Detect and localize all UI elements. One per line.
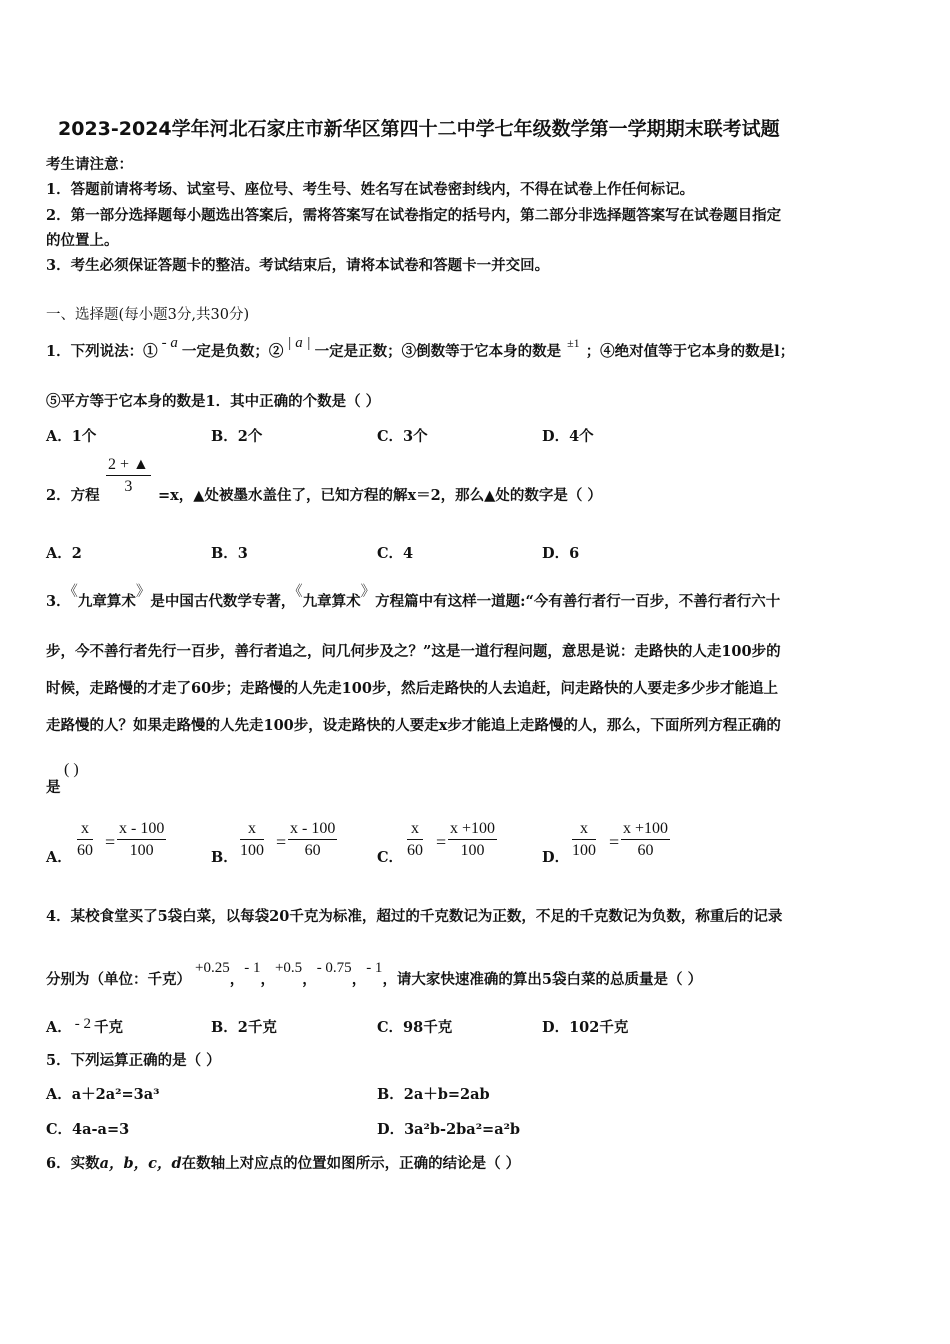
q3-book-title-1: 九章算术 — [77, 593, 136, 610]
q3-a-left-den: 60 — [77, 842, 93, 859]
q2-option-c[interactable]: C．4 — [377, 545, 414, 562]
q4-value-3: +0.5 — [274, 960, 303, 976]
q1-expr-neg-a: - a — [161, 335, 178, 351]
q5-option-a[interactable]: A．a＋2a²=3a³ — [46, 1086, 160, 1103]
q3-d-left-frac — [572, 820, 596, 860]
q4-option-a[interactable] — [46, 1016, 123, 1037]
q6-stem — [46, 1152, 520, 1173]
q4-option-d[interactable]: D．102千克 — [542, 1019, 629, 1036]
q4-option-a-label: A． — [46, 1019, 72, 1036]
notice-item-1: 1．答题前请将考场、试室号、座位号、考生号、姓名写在试卷密封线内，不得在试卷上作任何标记。 — [46, 181, 695, 198]
q5-option-b[interactable]: B．2a＋b=2ab — [377, 1086, 490, 1103]
notice-item-2-cont: 的位置上。 — [46, 232, 119, 249]
q4-comma-1: ， — [229, 971, 245, 988]
q3-b-left-num: x — [240, 820, 264, 840]
q3-a-left-num: x — [77, 820, 93, 840]
page-title: 2023-2024学年河北石家庄市新华区第四十二中学七年级数学第一学期期末联考试题 — [58, 118, 780, 140]
q4-option-b[interactable]: B．2千克 — [211, 1019, 277, 1036]
q5-stem: 5．下列运算正确的是（ ） — [46, 1052, 221, 1069]
q4-value-5: - 1 — [366, 960, 383, 976]
q3-text-1: 3． — [46, 593, 71, 610]
q3-c-equals: = — [436, 832, 447, 852]
q3-stem-line4: 走路慢的人？如果走路慢的人先走100步，设走路快的人要走x步才能追上走路慢的人，那么，下面所列方程正确的 — [46, 717, 781, 734]
q3-bracket-close-2: 》 — [360, 584, 376, 600]
q3-stem-line1 — [46, 584, 781, 611]
q3-option-c[interactable]: C． — [377, 849, 404, 866]
q3-d-left-den: 100 — [572, 842, 596, 859]
q2-text-2: =x，▲处被墨水盖住了，已知方程的解x＝2，那么▲处的数字是（ ） — [158, 487, 602, 504]
q6-variables: a，b，c，d — [99, 1155, 182, 1172]
q2-fraction-numerator: 2 + ▲ — [106, 456, 151, 476]
q1-text-4: ；④绝对值等于它本身的数是l； — [585, 343, 795, 360]
q3-text-2: 是中国古代数学专著， — [150, 593, 296, 610]
q3-b-right-frac — [288, 820, 337, 860]
q3-a-left-frac — [77, 820, 93, 860]
q3-b-left-den: 100 — [240, 842, 264, 859]
q5-option-c[interactable]: C．4a-a=3 — [46, 1121, 130, 1138]
q1-stem — [46, 335, 795, 361]
q3-c-left-frac — [407, 820, 423, 860]
q1-stem-line2: ⑤平方等于它本身的数是1．其中正确的个数是（ ） — [46, 393, 381, 410]
q3-bracket-close-1: 》 — [135, 584, 151, 600]
q2-option-d[interactable]: D．6 — [542, 545, 580, 562]
q4-option-a-unit: 千克 — [94, 1019, 124, 1036]
q1-option-c[interactable]: C．3个 — [377, 428, 428, 445]
q3-c-right-den: 100 — [460, 842, 485, 859]
q3-option-b[interactable]: B． — [211, 849, 238, 866]
q3-text-3: 方程篇中有这样一道题:“今有善行者行一百步，不善行者行六十 — [375, 593, 781, 610]
q3-d-right-den: 60 — [637, 842, 654, 859]
q4-value-2: - 1 — [244, 960, 261, 976]
q4-comma-2: ， — [260, 971, 275, 988]
q3-c-right-num: x +100 — [448, 820, 497, 840]
q1-option-d[interactable]: D．4个 — [542, 428, 594, 445]
q3-option-d[interactable]: D． — [542, 849, 570, 866]
q1-expr-pm1: ±1 — [567, 336, 580, 350]
q3-answer-paren: ( ) — [64, 761, 79, 778]
q6-text-2: 在数轴上对应点的位置如图所示，正确的结论是（ ） — [181, 1155, 521, 1172]
q3-b-left-frac — [240, 820, 264, 860]
q3-d-right-frac — [621, 820, 670, 860]
q4-comma-3: ， — [302, 971, 317, 988]
q3-b-equals: = — [276, 832, 287, 852]
q3-a-equals: = — [105, 832, 116, 852]
section-heading: 一、选择题(每小题3分,共30分) — [46, 307, 250, 323]
q3-d-equals: = — [609, 832, 620, 852]
q4-text-2: ，请大家快速准确的算出5袋白菜的总质量是（ ） — [382, 971, 703, 988]
q3-stem-line3: 时候，走路慢的才走了60步；走路慢的人先走100步，然后走路快的人去追赶，问走路快的人要走多少步才能追上 — [46, 680, 778, 697]
q6-text-1: 6．实数 — [46, 1155, 100, 1172]
q3-d-right-num: x +100 — [621, 820, 670, 840]
q3-d-left-num: x — [572, 820, 596, 840]
q2-fraction — [106, 456, 151, 496]
q4-value-4: - 0.75 — [316, 960, 352, 976]
q3-bracket-open-2: 《 — [295, 584, 303, 600]
q2-option-a[interactable]: A．2 — [46, 545, 82, 562]
q2-fraction-denominator: 3 — [124, 478, 133, 495]
q3-stem-line2: 步，今不善行者先行一百步，善行者追之，问几何步及之？”这是一道行程问题，意思是说：走路快的人走100步的 — [46, 643, 781, 660]
q4-comma-4: ， — [351, 971, 367, 988]
q1-expr-abs-a: | a | — [287, 335, 311, 351]
notice-heading: 考生请注意： — [46, 156, 133, 173]
notice-item-3: 3．考生必须保证答题卡的整洁。考试结束后，请将本试卷和答题卡一并交回。 — [46, 257, 550, 274]
q3-bracket-open-1: 《 — [70, 584, 78, 600]
q3-option-a[interactable]: A． — [46, 849, 72, 866]
q3-a-right-num: x - 100 — [117, 820, 166, 840]
q2-text-1: 2．方程 — [46, 487, 100, 504]
q3-c-left-den: 60 — [407, 842, 423, 859]
q1-text-3: 一定是正数；③倒数等于它本身的数是 — [314, 343, 562, 360]
q1-option-a[interactable]: A．1个 — [46, 428, 97, 445]
q1-option-b[interactable]: B．2个 — [211, 428, 263, 445]
q4-option-c[interactable]: C．98千克 — [377, 1019, 453, 1036]
q3-b-right-den: 60 — [304, 842, 321, 859]
q5-option-d[interactable]: D．3a²b-2ba²=a²b — [377, 1121, 521, 1138]
q3-a-right-den: 100 — [129, 842, 154, 859]
q3-c-right-frac — [448, 820, 497, 860]
q3-c-left-num: x — [407, 820, 423, 840]
notice-item-2: 2．第一部分选择题每小题选出答案后，需将答案写在试卷指定的括号内，第二部分非选择题答案写在试卷题目指定 — [46, 207, 782, 224]
q3-b-right-num: x - 100 — [288, 820, 337, 840]
q4-stem-line2 — [46, 960, 703, 989]
q4-text-1: 分别为（单位：千克） — [46, 971, 191, 988]
q1-text-2: 一定是负数；② — [181, 343, 284, 360]
q1-text-1: 1．下列说法：① — [46, 343, 158, 360]
q3-book-title-2: 九章算术 — [302, 593, 361, 610]
q3-stem-line5: 是 — [46, 779, 61, 796]
q3-a-right-frac — [117, 820, 166, 860]
q4-stem-line1: 4．某校食堂买了5袋白菜，以每袋20千克为标准，超过的千克数记为正数，不足的千克数记为负数，称重后的记录 — [46, 908, 783, 925]
q4-value-1: +0.25 — [195, 960, 230, 976]
q2-option-b[interactable]: B．3 — [211, 545, 248, 562]
q4-option-a-value: - 2 — [74, 1016, 92, 1032]
